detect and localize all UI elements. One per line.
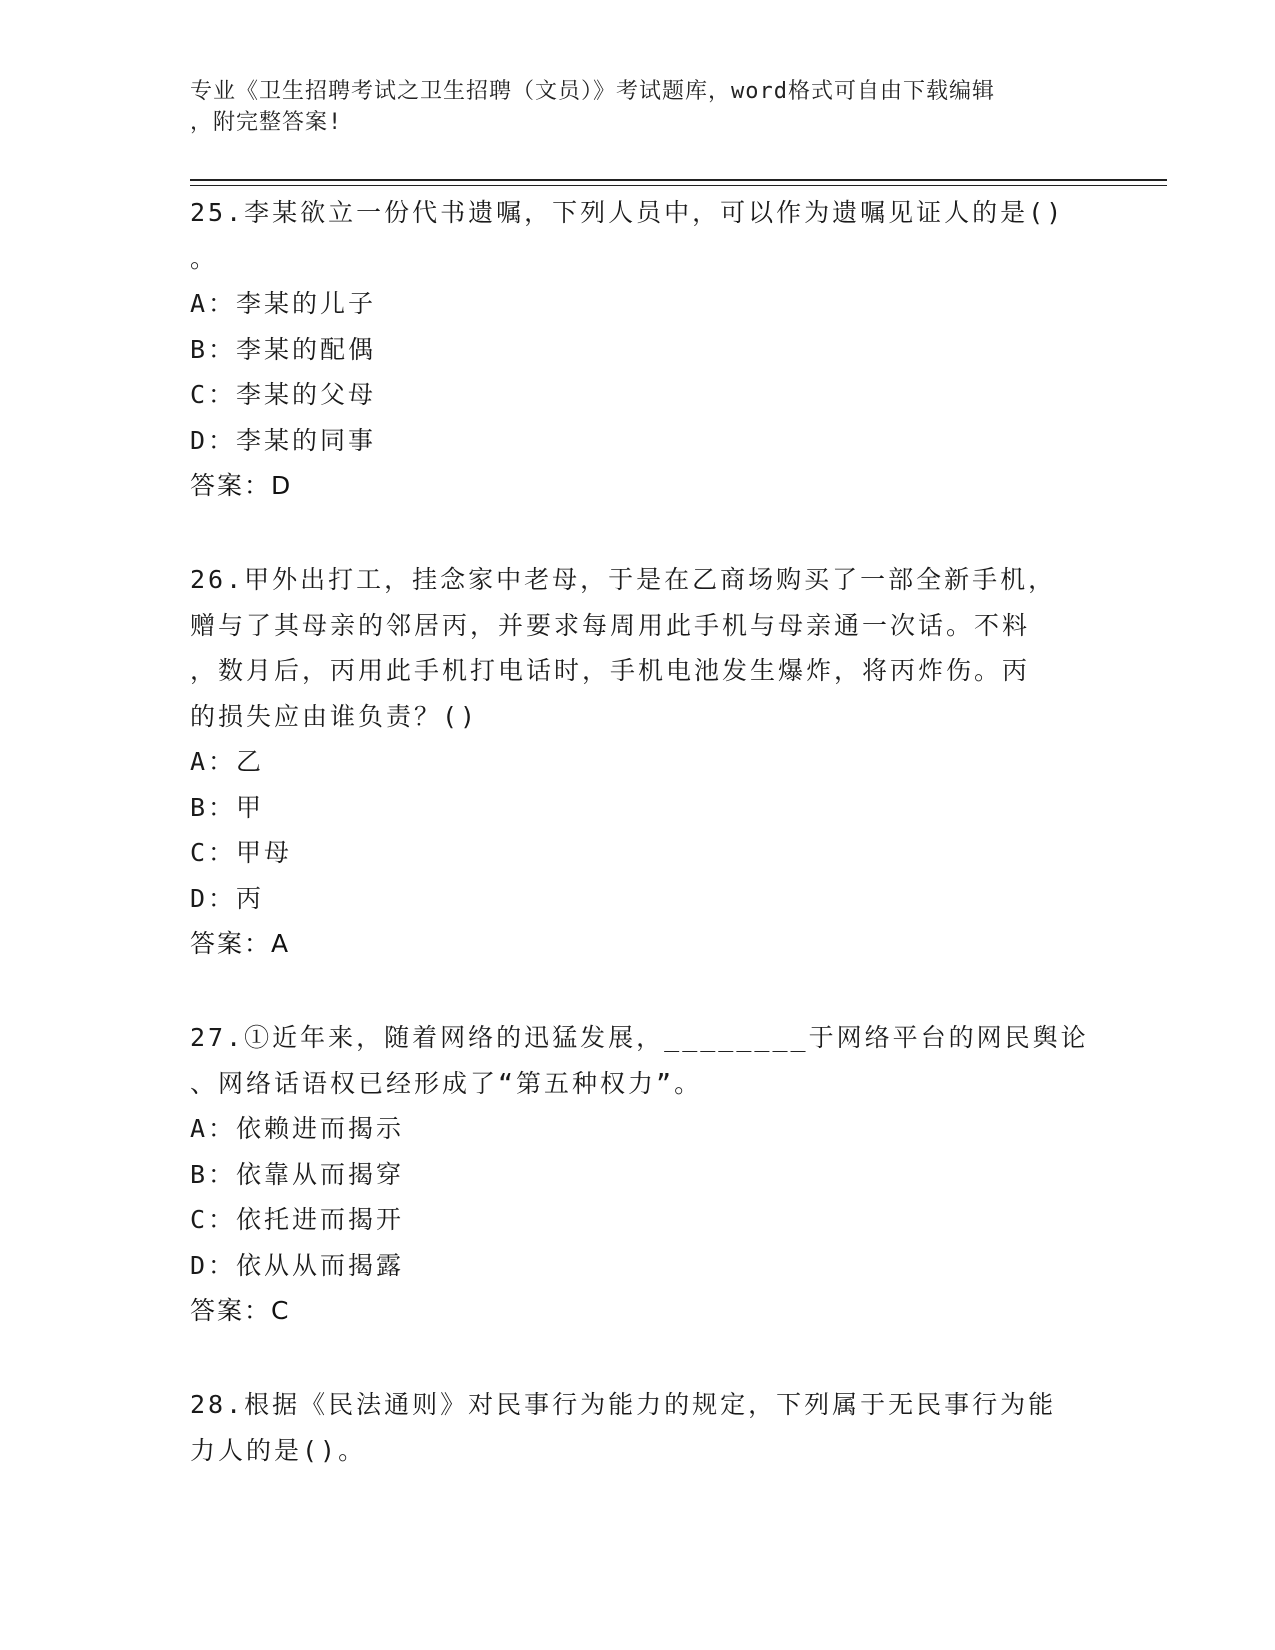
header-line-2: ，附完整答案!: [190, 110, 343, 135]
question-stem-line: 28.根据《民法通则》对民事行为能力的规定，下列属于无民事行为能: [190, 1390, 1057, 1419]
question-stem-line: 赠与了其母亲的邻居丙，并要求每周用此手机与母亲通一次话。不料: [190, 610, 1031, 640]
option-a: A：李某的儿子: [190, 289, 377, 318]
option-a: A：乙: [190, 747, 265, 776]
document-header: [190, 76, 1090, 138]
question-stem-line: 力人的是()。: [190, 1435, 367, 1465]
option-c: C：甲母: [190, 838, 293, 867]
answer-label: 答案：A: [190, 929, 291, 958]
question-27: [190, 1015, 1090, 1334]
question-28: [190, 1382, 1090, 1473]
option-b: B：李某的配偶: [190, 334, 377, 364]
question-stem-line: 27.①近年来，随着网络的迅猛发展，________于网络平台的网民舆论: [190, 1023, 1089, 1052]
answer-label: 答案：C: [190, 1296, 291, 1325]
question-stem-line: 。: [190, 243, 219, 273]
question-25: [190, 190, 1090, 509]
question-stem-line: 26.甲外出打工，挂念家中老母，于是在乙商场购买了一部全新手机，: [190, 565, 1057, 594]
question-stem-line: 的损失应由谁负责？(): [190, 701, 479, 731]
option-d: D：依从从而揭露: [190, 1250, 405, 1280]
header-line-1: 专业《卫生招聘考试之卫生招聘（文员）》考试题库，word格式可自由下载编辑: [190, 79, 995, 104]
question-26: [190, 557, 1090, 967]
option-d: D：丙: [190, 883, 265, 913]
header-rule-thick: [190, 179, 1167, 181]
question-stem-line: ，数月后，丙用此手机打电话时，手机电池发生爆炸，将丙炸伤。丙: [190, 656, 1031, 685]
question-stem-line: 、网络话语权已经形成了“第五种权力”。: [190, 1068, 703, 1098]
option-a: A：依赖进而揭示: [190, 1114, 405, 1143]
option-b: B：依靠从而揭穿: [190, 1159, 405, 1189]
option-c: C：依托进而揭开: [190, 1205, 405, 1234]
option-c: C：李某的父母: [190, 380, 377, 409]
option-b: B：甲: [190, 792, 265, 822]
question-stem-line: 25.李某欲立一份代书遗嘱，下列人员中，可以作为遗嘱见证人的是(): [190, 198, 1065, 227]
answer-label: 答案：D: [190, 471, 293, 500]
option-d: D：李某的同事: [190, 425, 377, 455]
header-rule-thin: [190, 185, 1167, 186]
